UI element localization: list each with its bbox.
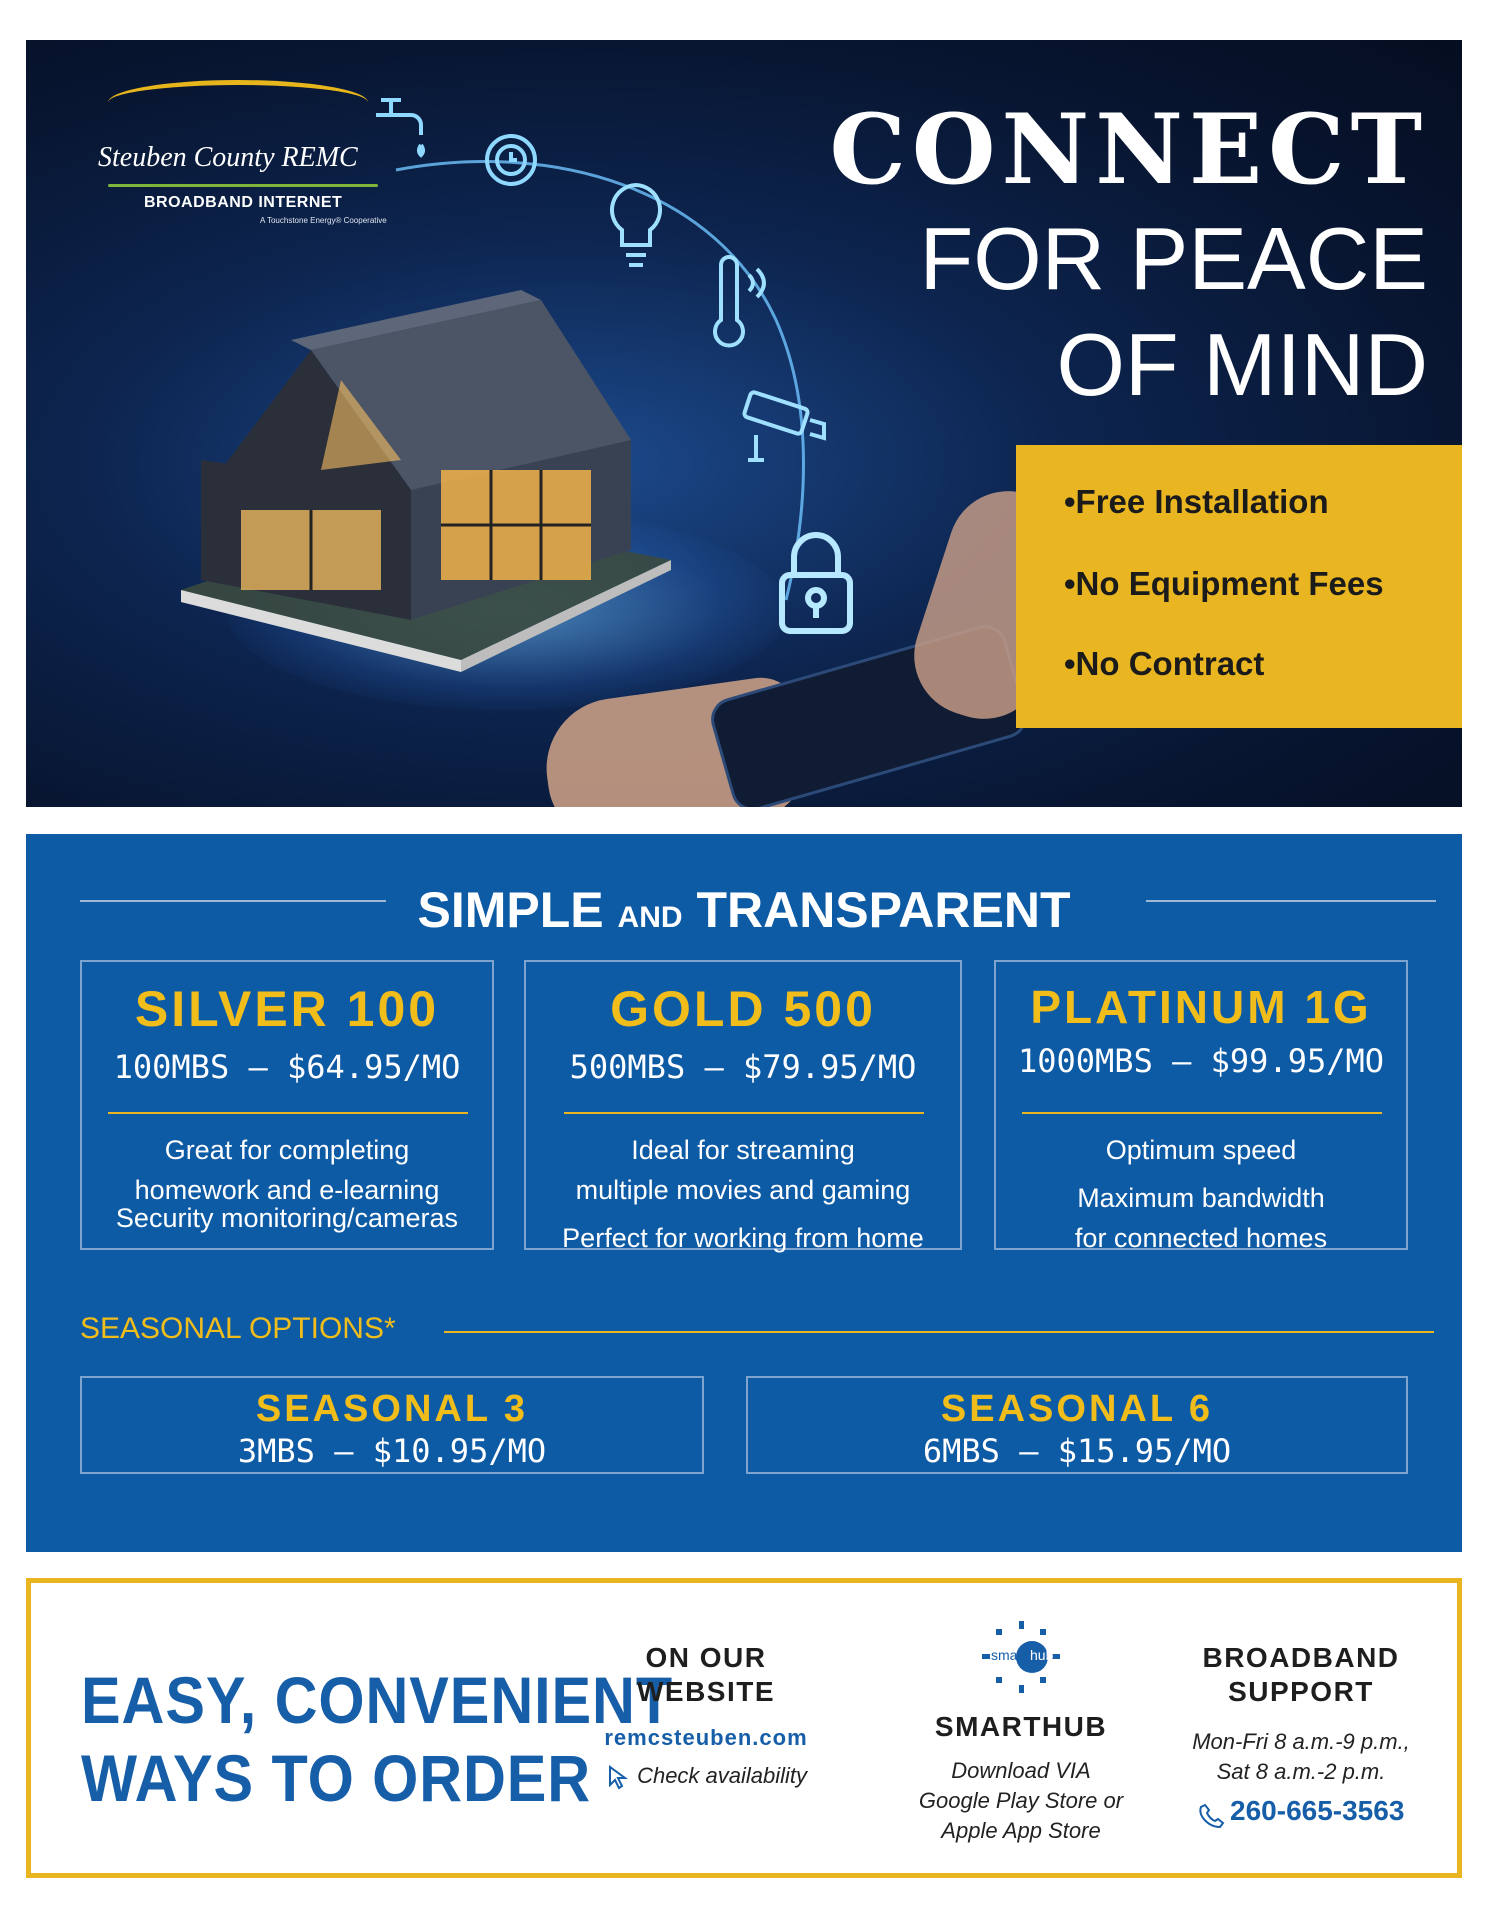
plan-desc-1: Great for completing	[164, 1135, 410, 1165]
perk-no-contract: •No Contract	[1064, 645, 1265, 682]
steuben-remc-logo	[68, 80, 388, 230]
support-heading-2: SUPPORT	[1228, 1676, 1374, 1707]
plan-desc-2: multiple movies and gaming	[575, 1175, 911, 1205]
logo-subtitle: BROADBAND INTERNET	[144, 194, 343, 211]
plan-price: 100MBS — $64.95/MO	[113, 1048, 461, 1086]
plan-name: PLATINUM 1G	[1030, 981, 1372, 1033]
support-phone: 260-665-3563	[1230, 1795, 1405, 1826]
plan-name: GOLD 500	[610, 981, 876, 1037]
order-title-line1: EASY, CONVENIENT	[81, 1663, 674, 1737]
website-heading-2: WEBSITE	[636, 1676, 776, 1707]
hero-headline	[829, 94, 1428, 418]
seasonal-options-label: SEASONAL OPTIONS*	[80, 1312, 396, 1345]
plan-desc-3: Perfect for working from home	[562, 1223, 924, 1253]
smarthub-logo-smart: smart	[991, 1647, 1026, 1663]
lightbulb-icon	[596, 170, 676, 280]
support-phone-row[interactable]	[1161, 1795, 1441, 1830]
perk-free-installation: •Free Installation	[1064, 483, 1329, 520]
logo-swoosh	[108, 80, 368, 125]
check-availability-link[interactable]	[571, 1761, 841, 1791]
logo-brand: Steuben County REMC	[98, 142, 358, 173]
seasonal-price: 3MBS — $10.95/MO	[237, 1432, 547, 1470]
title-simple: SIMPLE	[417, 882, 604, 938]
plan-desc-1: Optimum speed	[1105, 1135, 1297, 1165]
check-availability-text: Check availability	[637, 1763, 808, 1788]
plans-title	[26, 880, 1462, 948]
smarthub-line-3: Apple App Store	[941, 1818, 1101, 1843]
smarthub-column	[871, 1619, 1171, 1846]
title-and: AND	[617, 901, 683, 934]
support-column	[1161, 1641, 1441, 1830]
plan-price: 500MBS — $79.95/MO	[569, 1048, 917, 1086]
website-heading-1: ON OUR	[645, 1642, 767, 1673]
smarthub-heading: SMARTHUB	[934, 1711, 1108, 1742]
support-hours-1: Mon-Fri 8 a.m.-9 p.m.,	[1192, 1729, 1410, 1754]
plan-desc-2: Maximum bandwidth	[1077, 1183, 1325, 1213]
plan-card-platinum	[994, 960, 1408, 1253]
seasonal-name: SEASONAL 3	[255, 1388, 529, 1430]
plans-section	[26, 834, 1462, 1552]
seasonal-price: 6MBS — $15.95/MO	[922, 1432, 1232, 1470]
plan-divider	[1022, 1112, 1382, 1114]
order-section	[26, 1578, 1462, 1878]
smarthub-logo-text	[991, 1647, 1053, 1663]
cursor-icon	[605, 1764, 631, 1790]
plan-price: 1000MBS — $99.95/MO	[1017, 1042, 1385, 1080]
clock-gear-icon	[471, 120, 551, 200]
lock-icon	[766, 520, 866, 640]
website-column	[571, 1641, 841, 1791]
plan-desc-2: homework and e-learning	[134, 1175, 440, 1205]
smarthub-line-2: Google Play Store or	[918, 1788, 1124, 1813]
headline-mind: OF MIND	[1056, 315, 1428, 414]
plan-desc-1: Ideal for streaming	[631, 1135, 855, 1165]
plan-divider	[564, 1112, 924, 1114]
headline-connect: CONNECT	[829, 93, 1428, 206]
hero-banner	[26, 40, 1462, 807]
support-hours-2: Sat 8 a.m.-2 p.m.	[1216, 1759, 1386, 1784]
title-transparent: TRANSPARENT	[696, 882, 1071, 938]
headline-peace: FOR PEACE	[919, 209, 1428, 308]
perks-box	[1016, 445, 1462, 728]
logo-tagline: A Touchstone Energy® Cooperative	[260, 216, 387, 225]
thermometer-icon	[691, 255, 781, 355]
smarthub-logo-hub: hub	[1030, 1647, 1054, 1663]
plan-desc-3-text: Security monitoring/cameras	[115, 1203, 459, 1233]
seasonal-name: SEASONAL 6	[940, 1388, 1214, 1430]
camera-icon	[726, 380, 836, 480]
plan-divider	[108, 1112, 468, 1114]
smarthub-line-1: Download VIA	[951, 1758, 1091, 1783]
plan-card-silver	[80, 960, 494, 1250]
seasonal-card-3	[80, 1376, 704, 1474]
website-link[interactable]: remcsteuben.com	[604, 1725, 808, 1750]
plan-desc-3: for connected homes	[1074, 1223, 1328, 1253]
phone-icon	[1198, 1802, 1226, 1830]
order-title-line2: WAYS TO ORDER	[81, 1741, 592, 1815]
support-heading-1: BROADBAND	[1202, 1642, 1400, 1673]
plan-name: SILVER 100	[134, 981, 440, 1037]
logo-underline	[108, 184, 378, 187]
seasonal-rule	[444, 1331, 1434, 1333]
plan-card-gold	[524, 960, 962, 1253]
perk-no-equipment-fees: •No Equipment Fees	[1064, 565, 1384, 602]
seasonal-card-6	[746, 1376, 1408, 1474]
